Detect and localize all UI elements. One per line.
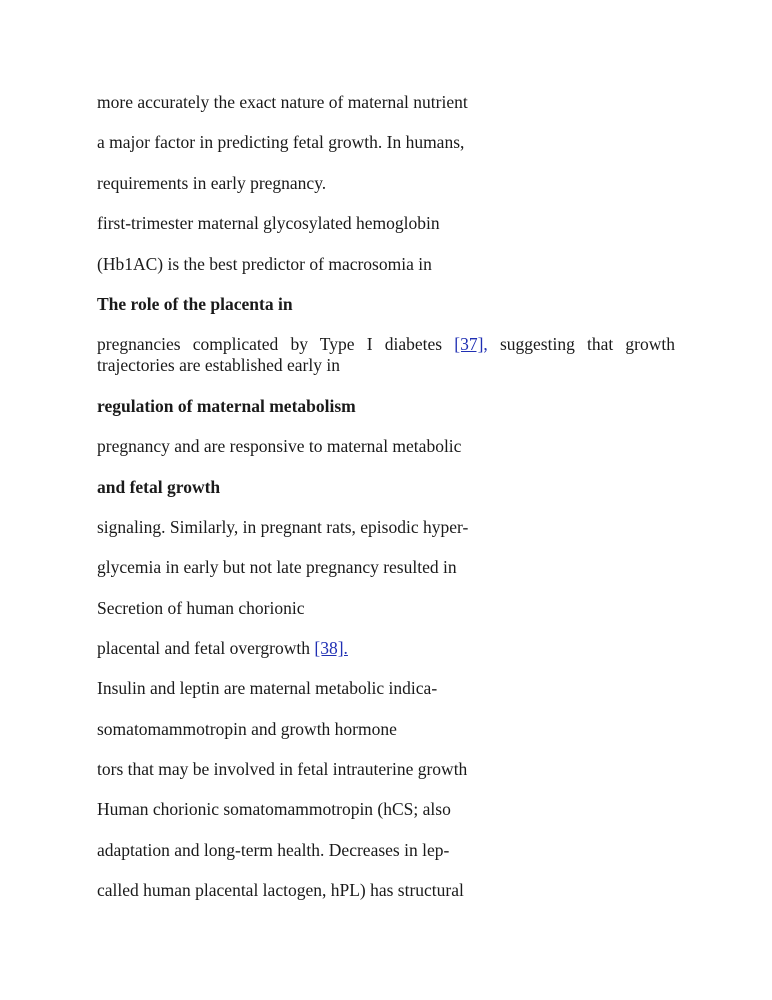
text-line: pregnancy and are responsive to maternal metabolic [97, 436, 462, 456]
text-line: adaptation and long-term health. Decreases in lep- [97, 840, 450, 860]
text-line: tors that may be involved in fetal intrauterine growth [97, 759, 468, 779]
text-line: a major factor in predicting fetal growth. In humans, [97, 132, 465, 152]
paragraph-type1-diabetes [97, 334, 675, 376]
paragraph-overgrowth [97, 638, 348, 659]
text-line: (Hb1AC) is the best predictor of macrosomia in [97, 254, 432, 274]
text-line: more accurately the exact nature of maternal nutrient [97, 92, 468, 112]
text-line: requirements in early pregnancy. [97, 173, 327, 193]
text-line: first-trimester maternal glycosylated hemoglobin [97, 213, 440, 233]
text-line: somatomammotropin and growth hormone [97, 719, 397, 739]
section-heading: The role of the placenta in [97, 294, 293, 314]
text-line: Human chorionic somatomammotropin (hCS; also [97, 799, 451, 819]
text-span: placental and fetal overgrowth [97, 638, 315, 658]
text-line: Secretion of human chorionic [97, 598, 305, 618]
text-span: suggesting that growth trajectories are established early in [97, 334, 675, 375]
citation-link-38[interactable]: [38]. [314, 638, 348, 658]
text-line: glycemia in early but not late pregnancy resulted in [97, 557, 457, 577]
section-heading: regulation of maternal metabolism [97, 396, 356, 416]
text-line: signaling. Similarly, in pregnant rats, episodic hyper- [97, 517, 469, 537]
text-line: called human placental lactogen, hPL) has structural [97, 880, 464, 900]
text-line: Insulin and leptin are maternal metabolic indica- [97, 678, 438, 698]
citation-link-37[interactable]: [37], [454, 334, 488, 354]
section-heading: and fetal growth [97, 477, 221, 497]
text-span: pregnancies complicated by Type I diabetes [97, 334, 455, 354]
